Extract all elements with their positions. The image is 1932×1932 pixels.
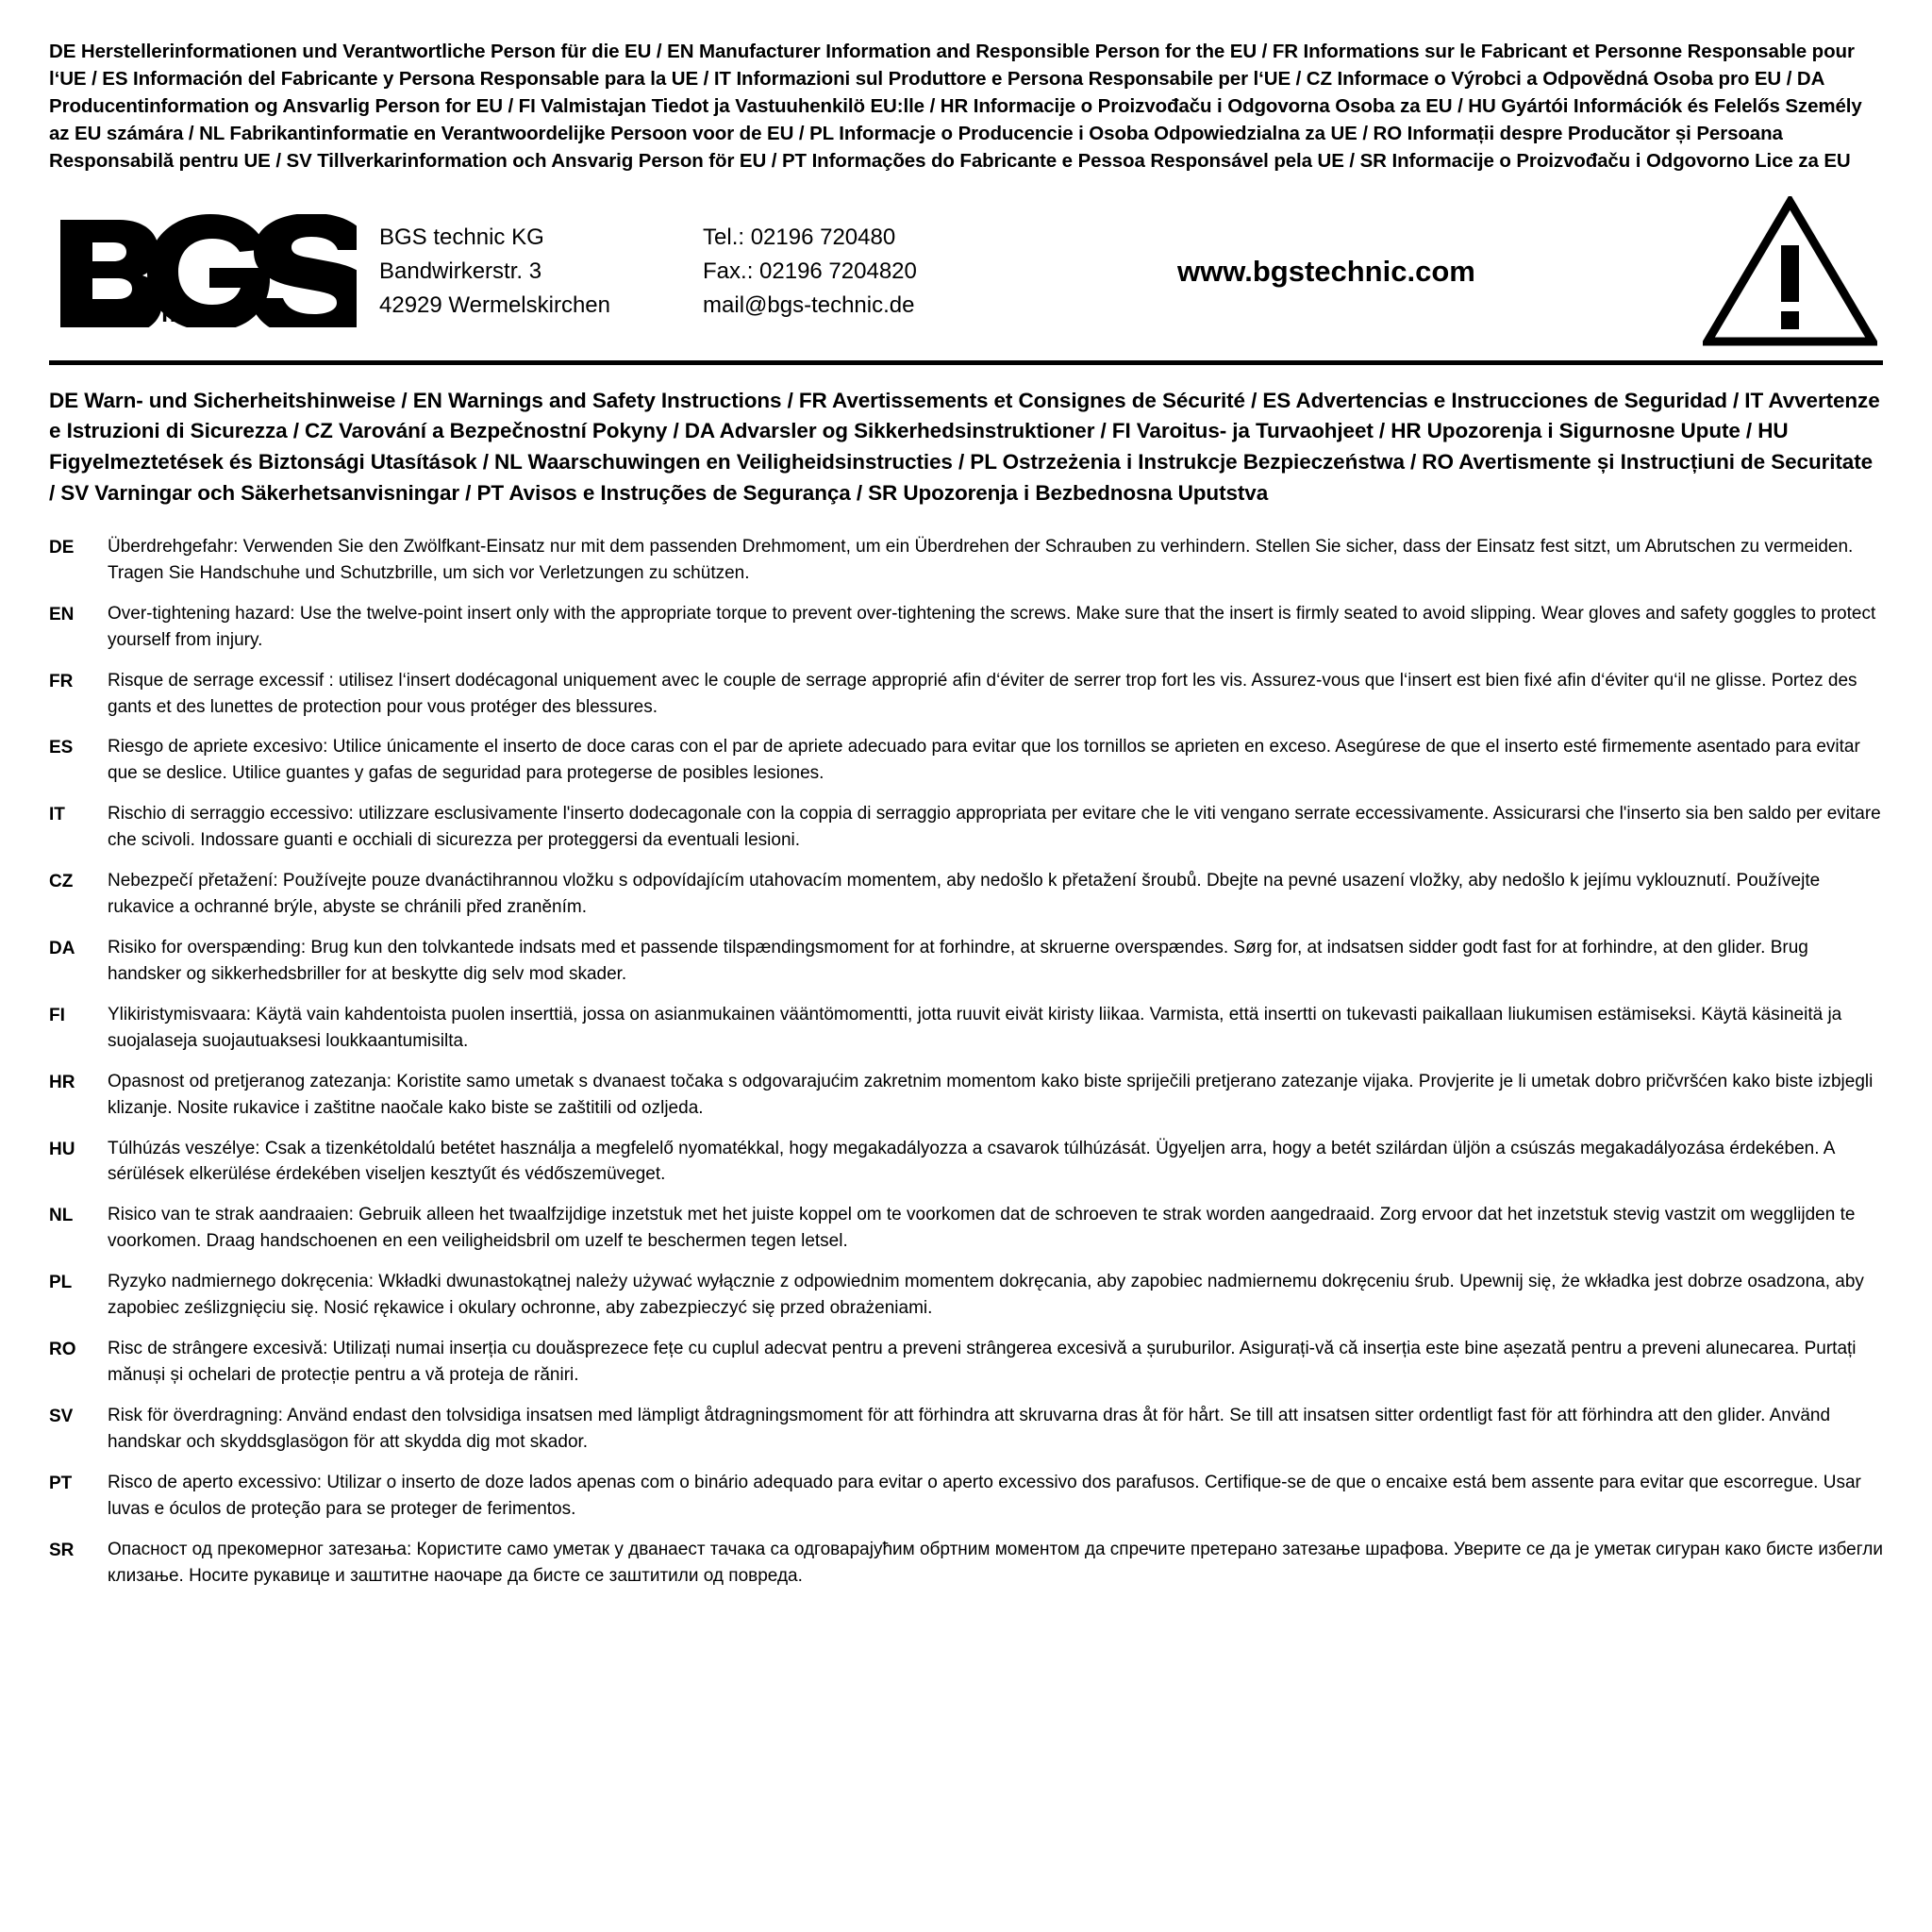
warning-language-code: NL xyxy=(49,1206,74,1226)
company-header-band xyxy=(49,192,1883,365)
warning-text: Risk för överdragning: Använd endast den tolvsidiga insatsen med lämpligt åtdragningsmoment för att förhindra att skruvarna dras åt för hårt. Se till att insatsen sitter ordentligt fast för att förhindra att den glider. Använd handskar och skyddsglasögon för att skydda dig mot skador. xyxy=(108,1405,1831,1452)
bgs-logo-subtext: t e c h n i c xyxy=(60,301,225,328)
warning-text: Überdrehgefahr: Verwenden Sie den Zwölfkant-Einsatz nur mit dem passenden Drehmoment, um ein Überdrehen der Schrauben zu verhindern. Stellen Sie sicher, dass der Einsatz fest sitzt, um Abrutschen zu vermeiden. Tragen Sie Handschuhe und Schutzbrille, um sich vor Verletzungen zu schützen. xyxy=(108,536,1854,583)
company-contact xyxy=(610,221,917,323)
bgs-logo xyxy=(49,214,366,328)
warning-row xyxy=(49,668,1883,721)
company-email: mail@bgs-technic.de xyxy=(703,291,915,318)
warning-row xyxy=(49,734,1883,787)
warning-row xyxy=(49,1537,1883,1590)
warning-text: Over-tightening hazard: Use the twelve-point insert only with the appropriate torque to prevent over-tightening the screws. Make sure that the insert is firmly seated to avoid slipping. Wear gloves and safety goggles to protect yourself from injury. xyxy=(108,603,1876,650)
warning-language-code: DE xyxy=(49,537,75,558)
warning-language-code: PT xyxy=(49,1473,73,1493)
warning-row xyxy=(49,1069,1883,1122)
warning-language-code: FR xyxy=(49,671,74,691)
warning-text: Risco de aperto excessivo: Utilizar o inserto de doze lados apenas com o binário adequado para evitar o aperto excessivo dos parafusos. Certifique-se de que o encaixe está bem assente para evitar que escorregue. Usar luvas e óculos de proteção para se proteger de ferimentos. xyxy=(108,1472,1861,1519)
company-address xyxy=(366,221,610,323)
warning-language-code: EN xyxy=(49,604,75,625)
warning-language-code: RO xyxy=(49,1340,76,1360)
warning-row xyxy=(49,1403,1883,1456)
warning-language-code: HR xyxy=(49,1072,75,1092)
warning-row xyxy=(49,1336,1883,1389)
warning-language-code: SR xyxy=(49,1540,75,1560)
company-fax: Fax.: 02196 7204820 xyxy=(703,258,917,284)
warning-language-code: SV xyxy=(49,1406,74,1426)
warning-row xyxy=(49,868,1883,921)
warning-language-code: CZ xyxy=(49,872,74,892)
warning-row xyxy=(49,534,1883,587)
warning-language-code: DA xyxy=(49,938,75,958)
warning-row xyxy=(49,1002,1883,1055)
company-tel: Tel.: 02196 720480 xyxy=(703,224,896,250)
warning-language-code: FI xyxy=(49,1005,65,1025)
warning-text: Opasnost od pretjeranog zatezanja: Koristite samo umetak s dvanaest točaka s odgovarajućim zakretnim momentom kako biste spriječili pretjerano zatezanje vijaka. Provjerite je li umetak dobro pričvršćen kako biste izbjegli klizanje. Nosite rukavice i zaštitne naočale kako biste se zaštitili od ozljeda. xyxy=(108,1071,1874,1118)
warning-row xyxy=(49,1202,1883,1255)
warning-text: Risiko for overspænding: Brug kun den tolvkantede indsats med et passende tilspændingsmoment for at forhindre, at skruerne overspændes. Sørg for, at indsatsen sidder godt fast for at forhindre, at den glider. Brug handsker og sikkerhedsbriller for at beskytte dig selv mod skader. xyxy=(108,937,1808,984)
warning-language-code: IT xyxy=(49,805,65,825)
warning-row xyxy=(49,935,1883,988)
warning-row xyxy=(49,801,1883,854)
manufacturer-info-languages: DE Herstellerinformationen und Verantwortliche Person für die EU / EN Manufacturer Information and Responsible Person for the EU / FR Informations sur le Fabricant et Personne Responsable pour l‘UE / ES Información del Fabricante y Persona Responsable para la UE / IT Informazioni sul Produttore e Persona Responsabile per l‘UE / CZ Informace o Výrobci a Odpovědná Osoba pro EU / DA Producentinformation og Ansvarlig Person for EU / FI Valmistajan Tiedot ja Vastuuhenkilö EU:lle / HR Informacije o Proizvođaču i Odgovorna Osoba za EU / HU Gyártói Információk és Felelős Személy az EU számára / NL Fabrikantinformatie en Verantwoordelijke Persoon voor de EU / PL Informacje o Producencie i Osoba Odpowiedzialna za UE / RO Informații despre Producător și Persoana Responsabilă pentru UE / SV Tillverkarinformation och Ansvarig Person för EU / PT Informações do Fabricante e Pessoa Responsável pela UE / SR Informacije o Proizvođaču i Odgovorno Lice za EU xyxy=(49,41,1862,173)
company-name: BGS technic KG xyxy=(379,224,544,250)
warning-text: Ylikiristymisvaara: Käytä vain kahdentoista puolen inserttiä, jossa on asianmukainen vääntömomentti, jotta ruuvit eivät kiristy liikaa. Varmista, että insertti on tukevasti paikallaan liukumisen estämiseksi. Käytä käsineitä ja suojalaseja suojautuaksesi loukkaantumisilta. xyxy=(108,1004,1842,1051)
warning-text: Rischio di serraggio eccessivo: utilizzare esclusivamente l'inserto dodecagonale con la coppia di serraggio appropriata per evitare che le viti vengano serrate eccessivamente. Assicurarsi che l'inserto sia ben saldo per evitare che scivoli. Indossare guanti e occhiali di sicurezza per proteggersi da eventuali lesioni. xyxy=(108,804,1881,851)
warning-language-code: HU xyxy=(49,1139,75,1159)
warning-text: Túlhúzás veszélye: Csak a tizenkétoldalú betétet használja a megfelelő nyomatékkal, hogy megakadályozza a csavarok túlhúzását. Ügyeljen arra, hogy a betét szilárdan üljön a csúszás megakadályozása érdekében. A sérülések elkerülése érdekében viseljen kesztyűt és védőszemüveget. xyxy=(108,1138,1835,1185)
warning-row xyxy=(49,601,1883,654)
warning-text: Riesgo de apriete excesivo: Utilice únicamente el inserto de doce caras con el par de apriete adecuado para evitar que los tornillos se aprieten en exceso. Asegúrese de que el inserto esté firmemente asentado para evitar que se deslice. Utilice guantes y gafas de seguridad para protegerse de posibles lesiones. xyxy=(108,737,1860,784)
warning-language-code: PL xyxy=(49,1273,73,1293)
company-city: 42929 Wermelskirchen xyxy=(379,291,611,318)
warning-text: Nebezpečí přetažení: Používejte pouze dvanáctihrannou vložku s odpovídajícím utahovacím momentem, aby nedošlo k přetažení šroubů. Dbejte na pevné usazení vložky, aby nedošlo k jejímu vyklouznutí. Používejte rukavice a ochranné brýle, abyste se chránili před zraněním. xyxy=(108,871,1821,918)
warning-row xyxy=(49,1269,1883,1322)
warning-language-code: ES xyxy=(49,738,74,758)
warnings-list xyxy=(49,534,1883,1590)
warning-text: Risc de strângere excesivă: Utilizați numai inserția cu douăsprezece fețe cu cuplul adecvat pentru a preveni strângerea excesivă a șuruburilor. Asigurați-vă că inserția este bine așezată pentru a preveni alunecarea. Purtați mănuși și ochelari de protecție pentru a vă proteja de răniri. xyxy=(108,1339,1857,1385)
warning-row xyxy=(49,1470,1883,1523)
safety-instructions-title: DE Warn- und Sicherheitshinweise / EN Warnings and Safety Instructions / FR Avertissements et Consignes de Sécurité / ES Advertencias e Instrucciones de Seguridad / IT Avvertenze e Istruzioni di Sicurezza / CZ Varování a Bezpečnostní Pokyny / DA Advarsler og Sikkerhedsinstruktioner / FI Varoitus- ja Turvaohjeet / HR Upozorenja i Sigurnosne Upute / HU Figyelmeztetések és Biztonsági Utasítások / NL Waarschuwingen en Veiligheidsinstructies / PL Ostrzeżenia i Instrukcje Bezpieczeństwa / RO Avertismente și Instrucțiuni de Securitate / SV Varningar och Säkerhetsanvisningar / PT Avisos e Instruções de Segurança / SR Upozorenja i Bezbednosna Uputstva xyxy=(49,388,1880,506)
warning-row xyxy=(49,1136,1883,1189)
warning-text: Ryzyko nadmiernego dokręcenia: Wkładki dwunastokątnej należy używać wyłącznie z odpowiednim momentem dokręcania, aby zapobiec nadmiernemu dokręceniu śrub. Upewnij się, że wkładka jest dobrze osadzona, aby zapobiec ześlizgnięciu się. Nosić rękawice i okulary ochronne, aby zabezpieczyć się przed obrażeniami. xyxy=(108,1272,1864,1319)
warning-text: Опасност од прекомерног затезања: Користите само уметак у дванаест тачака са одговарајућим обртним моментом да спречите претерано затезање шрафова. Уверите се да је уметак сигуран како бисте избегли клизање. Носите рукавице и заштитне наочаре да бисте се заштитили од повреда. xyxy=(108,1539,1883,1586)
warning-text: Risque de serrage excessif : utilisez l‘insert dodécagonal uniquement avec le couple de serrage approprié afin d‘éviter de serrer trop fort les vis. Assurez-vous que l‘insert est bien fixé afin d‘éviter qu‘il ne glisse. Portez des gants et des lunettes de protection pour vous protéger des blessures. xyxy=(108,670,1857,717)
warning-triangle xyxy=(1698,196,1883,347)
company-website: www.bgstechnic.com xyxy=(1177,254,1475,288)
company-street: Bandwirkerstr. 3 xyxy=(379,258,542,284)
warning-text: Risico van te strak aandraaien: Gebruik alleen het twaalfzijdige inzetstuk met het juiste koppel om te voorkomen dat de schroeven te strak worden aangedraaid. Zorg ervoor dat het inzetstuk stevig vastzit om wegglijden te voorkomen. Draag handschoenen en een veiligheidsbril om uzelf te beschermen tegen letsel. xyxy=(108,1205,1856,1252)
warning-triangle-icon xyxy=(1703,196,1877,347)
registered-trademark-icon: ® xyxy=(308,218,322,240)
